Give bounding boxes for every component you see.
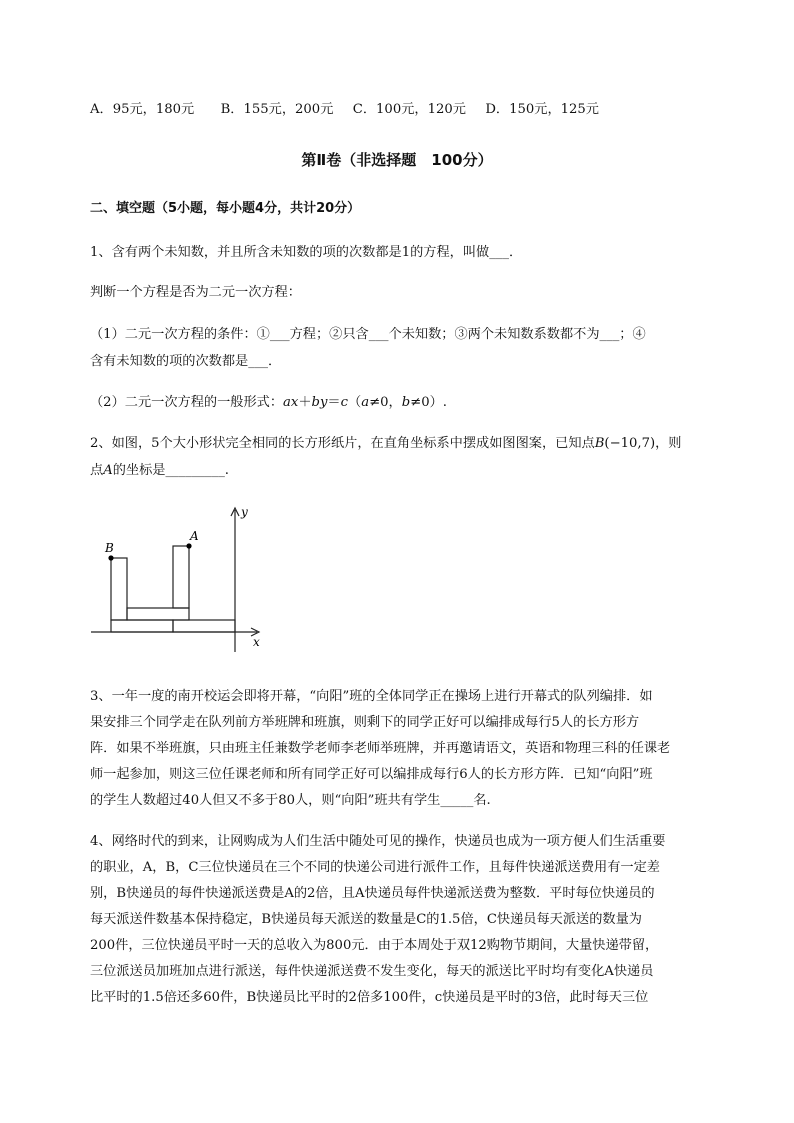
q1-line3: （1）二元一次方程的条件：①___方程；②只含___个未知数；③两个未知数系数都不为___；④: [90, 327, 646, 342]
answer-options: A．95元，180元 B．155元，200元 C．100元，120元 D．150元，125元: [90, 102, 599, 117]
q2-line2-post: 的坐标是_________.: [112, 463, 230, 478]
label-x: x: [253, 635, 260, 649]
point-b-dot: [108, 555, 113, 560]
rect-bottom-right: [173, 620, 235, 632]
q2-line2: [90, 461, 229, 481]
q1-ax: ax: [283, 395, 299, 410]
q2-point-b: B: [594, 436, 605, 451]
q3-line4: 师一起参加，则这三位任课老师和所有同学正好可以编排成每行6人的长方形方阵．已知“向阳”班: [90, 767, 653, 782]
label-b: B: [105, 541, 114, 555]
label-y: y: [241, 505, 248, 519]
q1-by: by: [311, 395, 328, 410]
rect-middle: [127, 608, 189, 620]
q1-line4: 含有未知数的项的次数都是___．: [90, 354, 282, 369]
q1-line5-pre: （2）二元一次方程的一般形式：: [90, 395, 284, 410]
q1-b: b: [401, 395, 411, 410]
q3-line2: 果安排三个同学走在队列前方举班牌和班旗，则剩下的同学正好可以编排成每行5人的长方形方: [90, 715, 640, 730]
q1-a: a: [361, 395, 370, 410]
part-title: 二、填空题（5小题，每小题4分，共计20分）: [90, 201, 361, 216]
label-a: A: [190, 529, 199, 543]
section-title: 第Ⅱ卷（非选择题 100分）: [301, 151, 493, 169]
point-a-dot: [186, 543, 191, 548]
q4-line3: 别，B快递员的每件快递派送费是A的2倍，且A快递员每件快递派送费为整数．平时每位快递员的: [90, 886, 655, 901]
q4-line6: 三位派送员加班加点进行派送，每件快递派送费不发生变化，每天的派送比平时均有变化A快递员: [90, 964, 654, 979]
q2-line1-post: ，则: [655, 436, 682, 451]
q4-line7: 比平时的1.5倍还多60件，B快递员比平时的2倍多100件，c快递员是平时的3倍，此时每天三位: [90, 990, 649, 1005]
q2-coord: (−10,7): [604, 436, 656, 451]
q2-point-a: A: [103, 463, 113, 478]
q3-line1: 3、一年一度的南开校运会即将开幕，“向阳”班的全体同学正在操场上进行开幕式的队列编排．如: [90, 689, 653, 704]
q4-line5: 200件，三位快递员平时一天的总收入为800元．由于本周处于双12购物节期间，大量快递带留，: [90, 938, 659, 953]
q3-line3: 阵．如果不举班旗，只由班主任兼数学老师李老师举班牌，并再邀请语文，英语和物理三科的任课老: [90, 741, 671, 756]
q1-paren: （: [348, 395, 362, 410]
rect-bottom-left: [111, 620, 173, 632]
q1-c: c: [340, 395, 348, 410]
q1-line2: 判断一个方程是否为二元一次方程：: [90, 285, 301, 300]
q1-eq: ＝: [327, 395, 341, 410]
q1-plus: ＋: [298, 395, 312, 410]
rect-right-vertical: [173, 546, 189, 608]
q1-ne0a: ≠0，: [369, 395, 402, 410]
q2-line1-pre: 2、如图，5个大小形状完全相同的长方形纸片，在直角坐标系中摆成如图图案，已知点: [90, 436, 595, 451]
coordinate-figure: [85, 500, 270, 660]
q2-line1: [90, 434, 682, 454]
q2-line2-pre: 点: [90, 463, 104, 478]
q3-line5: 的学生人数超过40人但又不多于80人，则“向阳”班共有学生_____名.: [90, 793, 491, 808]
q1-ne0b: ≠0）.: [410, 395, 447, 410]
q4-line4: 每天派送件数基本保持稳定，B快递员每天派送的数量是C的1.5倍，C快递员每天派送的数量为: [90, 912, 642, 927]
q1-line5: [90, 393, 447, 413]
q1-line1: 1、含有两个未知数，并且所含未知数的项的次数都是1的方程，叫做___．: [90, 245, 523, 260]
q4-line1: 4、网络时代的到来，让网购成为人们生活中随处可见的操作，快递员也成为一项方便人们生活重要: [90, 834, 666, 849]
rect-left-vertical: [111, 558, 127, 620]
q4-line2: 的职业，A，B，C三位快递员在三个不同的快递公司进行派件工作，且每件快递派送费用有一定差: [90, 860, 660, 875]
